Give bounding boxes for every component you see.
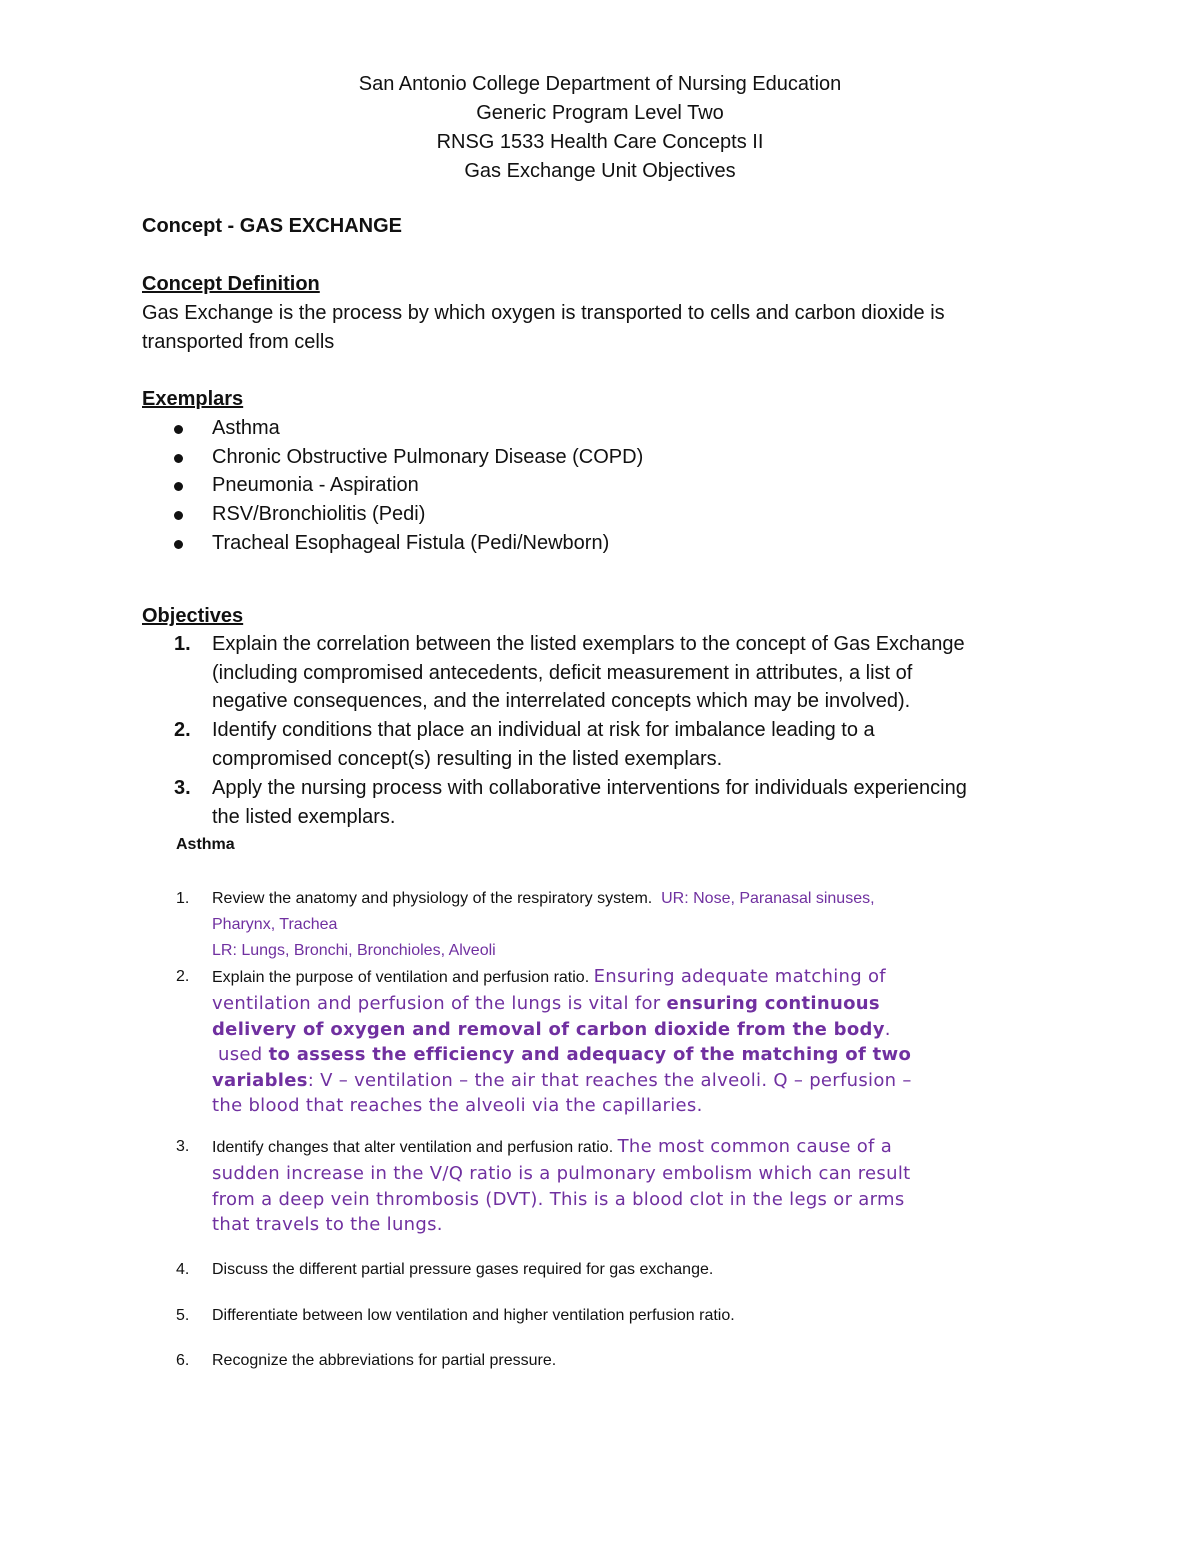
answer-text: The most common cause of a xyxy=(617,1136,893,1157)
answer-text: Ensuring adequate matching of xyxy=(593,966,886,987)
answer-text: that travels to the lungs. xyxy=(212,1214,443,1235)
objective-line: Identify conditions that place an individual at risk for imbalance leading to a xyxy=(212,719,875,741)
asthma-item-2 xyxy=(176,964,1056,1119)
header-line-4: Gas Exchange Unit Objectives xyxy=(464,160,736,182)
answer-text: UR: Nose, Paranasal sinuses, xyxy=(661,890,875,907)
asthma-item-6 xyxy=(176,1348,1056,1374)
answer-text: . xyxy=(884,1018,891,1040)
header-line-2: Generic Program Level Two xyxy=(476,102,724,124)
concept-title: Concept - GAS EXCHANGE xyxy=(142,215,403,237)
objective-item-3 xyxy=(174,774,1054,831)
answer-text: ventilation and perfusion of the lungs is vital for xyxy=(212,993,661,1014)
bullet-icon xyxy=(174,511,183,520)
item-number: 6. xyxy=(176,1352,190,1369)
objective-line: (including compromised antecedents, deficit measurement in attributes, a list of xyxy=(212,661,913,684)
objective-line: Explain the correlation between the listed exemplars to the concept of Gas Exchange xyxy=(212,633,965,655)
bullet-icon xyxy=(174,425,183,434)
item-text: Differentiate between low ventilation and higher ventilation perfusion ratio. xyxy=(212,1307,735,1324)
item-number: 1. xyxy=(176,890,190,907)
item-text: Review the anatomy and physiology of the respiratory system. xyxy=(212,890,653,907)
list-item: RSV/Bronchiolitis (Pedi) xyxy=(172,500,643,529)
asthma-item-5 xyxy=(176,1303,1056,1329)
asthma-heading: Asthma xyxy=(176,836,235,853)
objective-item-2 xyxy=(174,716,1054,773)
objective-number: 1. xyxy=(174,633,191,655)
answer-text: used xyxy=(218,1044,263,1065)
answer-text-bold: delivery of oxygen and removal of carbon dioxide from the body xyxy=(212,1018,885,1040)
bullet-icon xyxy=(174,540,183,549)
answer-text: the blood that reaches the alveoli via the capillaries. xyxy=(212,1095,703,1116)
definition-line-2: transported from cells xyxy=(142,331,335,353)
item-number: 3. xyxy=(176,1138,190,1155)
item-number: 4. xyxy=(176,1261,190,1278)
objective-line: negative consequences, and the interrelated concepts which may be involved). xyxy=(212,690,911,713)
objectives-heading: Objectives xyxy=(142,605,244,627)
asthma-item-3 xyxy=(176,1134,1056,1238)
objective-item-1 xyxy=(174,630,1054,716)
list-item: Asthma xyxy=(172,414,643,443)
definition-heading: Concept Definition xyxy=(142,273,320,295)
asthma-item-1 xyxy=(176,886,1056,964)
item-text: Discuss the different partial pressure gases required for gas exchange. xyxy=(212,1261,714,1278)
item-number: 2. xyxy=(176,968,190,985)
objective-line: the listed exemplars. xyxy=(212,805,396,828)
answer-text: sudden increase in the V/Q ratio is a pulmonary embolism which can result xyxy=(212,1163,911,1184)
asthma-item-4 xyxy=(176,1257,1056,1283)
objective-line: compromised concept(s) resulting in the listed exemplars. xyxy=(212,747,723,770)
answer-text-bold: ensuring continuous xyxy=(666,993,880,1014)
objective-number: 2. xyxy=(174,719,191,741)
item-text: Identify changes that alter ventilation and perfusion ratio. xyxy=(212,1139,614,1156)
exemplars-heading: Exemplars xyxy=(142,388,244,410)
objective-number: 3. xyxy=(174,777,191,799)
item-text: Explain the purpose of ventilation and perfusion ratio. xyxy=(212,969,590,986)
exemplars-list xyxy=(172,414,643,557)
item-number: 5. xyxy=(176,1307,190,1324)
answer-text: LR: Lungs, Bronchi, Bronchioles, Alveoli xyxy=(212,942,496,959)
answer-text-bold: variables xyxy=(212,1069,308,1091)
definition-line-1: Gas Exchange is the process by which oxygen is transported to cells and carbon dioxide is xyxy=(142,302,945,324)
bullet-icon xyxy=(174,482,183,491)
header-line-3: RNSG 1533 Health Care Concepts II xyxy=(436,131,764,153)
list-item: Chronic Obstructive Pulmonary Disease (COPD) xyxy=(172,443,643,472)
bullet-icon xyxy=(174,454,183,463)
answer-text: : V – ventilation – the air that reaches the alveoli. Q – perfusion – xyxy=(307,1069,912,1091)
list-item: Tracheal Esophageal Fistula (Pedi/Newborn) xyxy=(172,529,643,558)
header-line-1: San Antonio College Department of Nursing Education xyxy=(358,73,842,95)
answer-text: from a deep vein thrombosis (DVT). This is a blood clot in the legs or arms xyxy=(212,1188,905,1210)
objective-line: Apply the nursing process with collaborative interventions for individuals experiencing xyxy=(212,777,967,799)
answer-text: Pharynx, Trachea xyxy=(212,916,338,933)
document-header xyxy=(0,70,1200,186)
item-text: Recognize the abbreviations for partial pressure. xyxy=(212,1352,557,1369)
answer-text-bold: to assess the efficiency and adequacy of the matching of two xyxy=(268,1044,912,1065)
list-item: Pneumonia - Aspiration xyxy=(172,471,643,500)
